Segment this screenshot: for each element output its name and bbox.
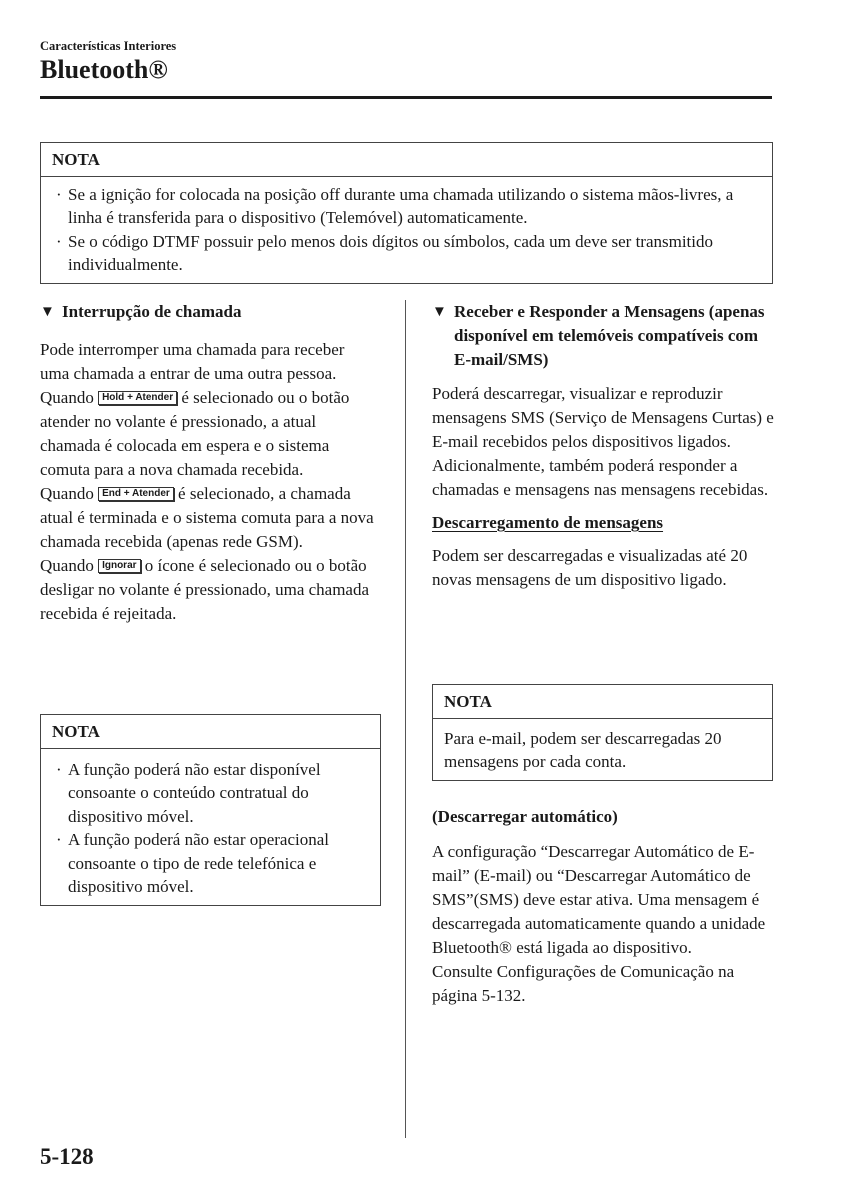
bullet-icon: · <box>56 830 62 849</box>
right-note <box>432 684 773 781</box>
ignore-button-label: Ignorar <box>98 559 140 573</box>
page-title: Bluetooth® <box>40 55 168 84</box>
paragraph: Consulte Configurações de Comunicação na página 5-132. <box>432 962 735 1005</box>
subheading-download: Descarregamento de mensagens <box>432 513 664 532</box>
paragraph: A configuração “Descarregar Automático de E-mail” (E-mail) ou “Descarregar Automático de SMS”(SMS) deve estar ativa. Uma mensagem é descarregada automaticamente quando a unidade Bluetooth® está ligada ao dispositivo. <box>432 842 766 957</box>
paragraph: Quando Ignorar o ícone é selecionado ou o botão desligar no volante é pressionado, uma chamada recebida é rejeitada. <box>40 556 370 623</box>
note-bullet: · Se a ignição for colocada na posição off durante uma chamada utilizando o sistema mãos-livres, a linha é transferida para o dispositivo (Telemóvel) automaticamente. <box>56 184 734 227</box>
paragraph: Adicionalmente, também poderá responder a chamadas e mensagens nas mensagens recebidas. <box>432 456 769 499</box>
note-label: NOTA <box>41 715 380 749</box>
bullet-icon: · <box>56 231 62 251</box>
paragraph: Podem ser descarregadas e visualizadas até 20 novas mensagens de um dispositivo ligado. <box>432 546 748 589</box>
section-heading-messages: ▼ Receber e Responder a Mensagens (apenas disponível em telemóveis compatíveis com E-mail/SMS) <box>432 302 765 369</box>
section-label: Características Interiores <box>40 39 177 53</box>
note-label: NOTA <box>41 143 772 177</box>
down-triangle-icon: ▼ <box>432 304 447 320</box>
down-triangle-icon: ▼ <box>40 304 55 320</box>
note-bullet: · Se o código DTMF possuir pelo menos dois dígitos ou símbolos, cada um deve ser transmitido individualmente. <box>56 231 714 274</box>
right-column-lower <box>432 805 777 1008</box>
paragraph: Pode interromper uma chamada para receber uma chamada a entrar de uma outra pessoa. <box>40 340 345 383</box>
note-bullet: · A função poderá não estar disponível consoante o conteúdo contratual do dispositivo móvel. <box>56 759 321 826</box>
subheading-auto-download: (Descarregar automático) <box>432 807 618 826</box>
note-label: NOTA <box>433 685 772 719</box>
right-column <box>432 300 777 592</box>
top-note <box>40 142 773 284</box>
paragraph: Quando Hold + Atender é selecionado ou o botão atender no volante é pressionado, a atual chamada é colocada em espera e o sistema comuta para a nova chamada recebida. <box>40 388 350 479</box>
hold-answer-button-label: Hold + Atender <box>98 391 177 405</box>
page-number: 5-128 <box>40 1144 94 1169</box>
left-note <box>40 714 381 906</box>
end-answer-button-label: End + Atender <box>98 487 174 501</box>
paragraph: Poderá descarregar, visualizar e reproduzir mensagens SMS (Serviço de Mensagens Curtas) e E-mail recebidos pelos dispositivos ligados. <box>432 384 774 451</box>
note-text: Para e-mail, podem ser descarregadas 20 mensagens por cada conta. <box>444 728 722 771</box>
column-divider <box>405 300 406 1138</box>
note-bullet: · A função poderá não estar operacional consoante o tipo de rede telefónica e dispositivo móvel. <box>56 830 330 896</box>
bullet-icon: · <box>56 184 62 204</box>
section-heading-interruption: ▼ Interrupção de chamada <box>40 300 375 324</box>
paragraph: Quando End + Atender é selecionado, a chamada atual é terminada e o sistema comuta para a nova chamada recebida (apenas rede GSM). <box>40 484 374 551</box>
bullet-icon: · <box>56 759 62 779</box>
title-rule <box>40 96 772 99</box>
left-column <box>40 300 375 626</box>
